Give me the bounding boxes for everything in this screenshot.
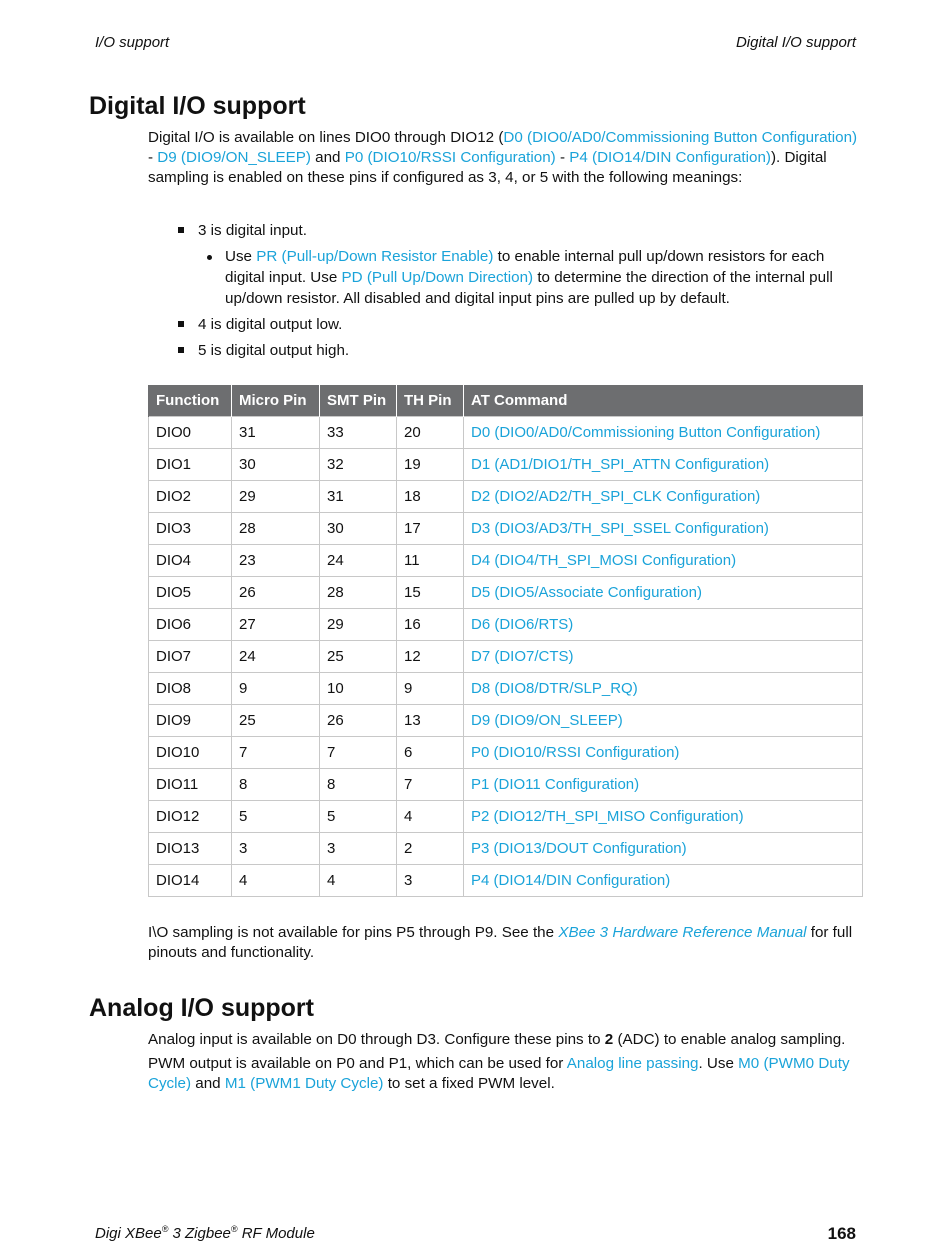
header-chapter: I/O support: [95, 34, 170, 51]
cell-micro-pin: 23: [232, 545, 320, 577]
cell-th-pin: 13: [397, 705, 464, 737]
cell-th-pin: 12: [397, 641, 464, 673]
intro-text: -: [148, 149, 158, 166]
table-row: [149, 641, 863, 673]
link-m1[interactable]: M1 (PWM1 Duty Cycle): [224, 1075, 384, 1092]
table-row: [149, 705, 863, 737]
intro-text: Digital I/O is available on lines DIO0 through DIO12 (: [148, 129, 504, 146]
table-row: [149, 801, 863, 833]
at-command-link[interactable]: D0 (DIO0/AD0/Commissioning Button Configuration): [471, 424, 821, 441]
table-row: [149, 673, 863, 705]
at-command-link[interactable]: D3 (DIO3/AD3/TH_SPI_SSEL Configuration): [471, 520, 769, 537]
cell-smt-pin: 28: [320, 577, 397, 609]
cell-function: DIO0: [149, 417, 232, 449]
cell-function: DIO5: [149, 577, 232, 609]
bullet-dot-icon: [207, 255, 212, 260]
cell-th-pin: 16: [397, 609, 464, 641]
cell-function: DIO4: [149, 545, 232, 577]
at-command-link[interactable]: P0 (DIO10/RSSI Configuration): [471, 744, 680, 761]
cell-smt-pin: 10: [320, 673, 397, 705]
at-command-link[interactable]: D1 (AD1/DIO1/TH_SPI_ATTN Configuration): [471, 456, 770, 473]
cell-micro-pin: 25: [232, 705, 320, 737]
at-command-link[interactable]: D8 (DIO8/DTR/SLP_RQ): [471, 680, 638, 697]
cell-micro-pin: 7: [232, 737, 320, 769]
link-m0[interactable]: M0 (PWM0 Duty Cycle): [148, 1055, 850, 1092]
table-row: [149, 481, 863, 513]
cell-micro-pin: 27: [232, 609, 320, 641]
cell-micro-pin: 8: [232, 769, 320, 801]
cell-at-command: [464, 833, 863, 865]
cell-th-pin: 11: [397, 545, 464, 577]
cell-function: DIO9: [149, 705, 232, 737]
sub-text: to enable internal pull up/down resistors for each digital input. Use: [225, 248, 825, 286]
cell-at-command: [464, 513, 863, 545]
cell-at-command: [464, 641, 863, 673]
digital-io-title: Digital I/O support: [89, 92, 306, 120]
sub-text: Use: [225, 248, 257, 265]
cell-th-pin: 9: [397, 673, 464, 705]
cell-th-pin: 15: [397, 577, 464, 609]
link-p0[interactable]: P0 (DIO10/RSSI Configuration): [344, 149, 556, 166]
cell-function: DIO7: [149, 641, 232, 673]
cell-function: DIO14: [149, 865, 232, 897]
cell-th-pin: 18: [397, 481, 464, 513]
analog-p2: [148, 1054, 860, 1094]
analog-text: Analog input is available on D0 through D3. Configure these pins to: [148, 1031, 605, 1048]
cell-function: DIO8: [149, 673, 232, 705]
cell-smt-pin: 3: [320, 833, 397, 865]
table-body: [149, 417, 863, 897]
cell-function: DIO12: [149, 801, 232, 833]
table-row: [149, 545, 863, 577]
cell-function: DIO10: [149, 737, 232, 769]
cell-smt-pin: 30: [320, 513, 397, 545]
cell-at-command: [464, 609, 863, 641]
col-micro-pin: Micro Pin: [232, 385, 320, 417]
cell-micro-pin: 5: [232, 801, 320, 833]
cell-at-command: [464, 865, 863, 897]
bullet-digital-input: 3 is digital input.: [198, 222, 307, 239]
table-row: [149, 737, 863, 769]
sampling-note: [148, 923, 860, 963]
cell-th-pin: 6: [397, 737, 464, 769]
pwm-text: PWM output is available on P0 and P1, which can be used for: [148, 1055, 567, 1072]
cell-smt-pin: 26: [320, 705, 397, 737]
table-row: [149, 609, 863, 641]
at-command-link[interactable]: D5 (DIO5/Associate Configuration): [471, 584, 702, 601]
cell-micro-pin: 3: [232, 833, 320, 865]
cell-micro-pin: 29: [232, 481, 320, 513]
cell-at-command: [464, 737, 863, 769]
table-header-row: [149, 385, 863, 417]
bullet-output-low: 4 is digital output low.: [198, 316, 343, 333]
link-pr[interactable]: PR (Pull-up/Down Resistor Enable): [256, 248, 494, 265]
cell-at-command: [464, 545, 863, 577]
cell-function: DIO13: [149, 833, 232, 865]
analog-io-title: Analog I/O support: [89, 994, 314, 1022]
cell-smt-pin: 25: [320, 641, 397, 673]
col-at-command: AT Command: [464, 385, 863, 417]
at-command-link[interactable]: P2 (DIO12/TH_SPI_MISO Configuration): [471, 808, 744, 825]
bullet-output-high: 5 is digital output high.: [198, 342, 350, 359]
table-row: [149, 865, 863, 897]
header-section: Digital I/O support: [735, 34, 856, 51]
link-hardware-manual[interactable]: XBee 3 Hardware Reference Manual: [558, 924, 807, 941]
table-row: [149, 769, 863, 801]
cell-smt-pin: 31: [320, 481, 397, 513]
table-row: [149, 577, 863, 609]
cell-th-pin: 4: [397, 801, 464, 833]
cell-function: DIO3: [149, 513, 232, 545]
cell-at-command: [464, 673, 863, 705]
cell-at-command: [464, 769, 863, 801]
cell-at-command: [464, 801, 863, 833]
bullet-square-icon: [178, 347, 184, 353]
at-command-link[interactable]: P3 (DIO13/DOUT Configuration): [471, 840, 687, 857]
cell-micro-pin: 30: [232, 449, 320, 481]
bullet-square-icon: [178, 227, 184, 233]
intro-text: ). Digital sampling is enabled on these pins if configured as 3, 4, or 5 with the following meanings:: [148, 149, 827, 186]
col-th-pin: TH Pin: [397, 385, 464, 417]
running-header: [95, 34, 856, 56]
cell-micro-pin: 26: [232, 577, 320, 609]
cell-th-pin: 3: [397, 865, 464, 897]
pwm-text: . Use: [698, 1055, 739, 1072]
table-row: [149, 833, 863, 865]
at-command-link[interactable]: P4 (DIO14/DIN Configuration): [471, 872, 671, 889]
footer-product: [95, 1224, 315, 1242]
intro-text: and: [310, 149, 345, 166]
cell-at-command: [464, 577, 863, 609]
footer-text: Digi XBee: [95, 1225, 162, 1242]
cell-smt-pin: 29: [320, 609, 397, 641]
cell-at-command: [464, 417, 863, 449]
cell-at-command: [464, 449, 863, 481]
cell-th-pin: 2: [397, 833, 464, 865]
cell-smt-pin: 8: [320, 769, 397, 801]
cell-th-pin: 19: [397, 449, 464, 481]
pwm-text: and: [191, 1075, 225, 1092]
link-d0[interactable]: D0 (DIO0/AD0/Commissioning Button Configuration): [503, 129, 858, 146]
sub-text: to determine the direction of the internal pull up/down resistor. All disabled and digital input pins are pulled up by default.: [225, 269, 833, 307]
cell-smt-pin: 33: [320, 417, 397, 449]
pwm-text: to set a fixed PWM level.: [383, 1075, 555, 1092]
cell-smt-pin: 7: [320, 737, 397, 769]
cell-smt-pin: 32: [320, 449, 397, 481]
cell-micro-pin: 31: [232, 417, 320, 449]
bullet-square-icon: [178, 321, 184, 327]
link-pd[interactable]: PD (Pull Up/Down Direction): [341, 269, 534, 286]
cell-micro-pin: 28: [232, 513, 320, 545]
footer-reg: ®: [161, 1224, 169, 1234]
link-p4[interactable]: P4 (DIO14/DIN Configuration): [569, 149, 771, 166]
footer-text: RF Module: [237, 1225, 315, 1242]
analog-p1: [148, 1030, 860, 1050]
page-footer: [95, 1224, 856, 1248]
at-command-link[interactable]: D7 (DIO7/CTS): [471, 648, 574, 665]
cell-function: DIO1: [149, 449, 232, 481]
cell-th-pin: 17: [397, 513, 464, 545]
col-smt-pin: SMT Pin: [320, 385, 397, 417]
cell-micro-pin: 24: [232, 641, 320, 673]
at-command-link[interactable]: D6 (DIO6/RTS): [471, 616, 574, 633]
cell-function: DIO6: [149, 609, 232, 641]
note-text: I\O sampling is not available for pins P5 through P9. See the: [148, 924, 559, 941]
cell-at-command: [464, 705, 863, 737]
col-function: Function: [149, 385, 232, 417]
cell-function: DIO2: [149, 481, 232, 513]
page-number: 168: [827, 1224, 856, 1243]
cell-th-pin: 20: [397, 417, 464, 449]
cell-at-command: [464, 481, 863, 513]
cell-th-pin: 7: [397, 769, 464, 801]
sub-bullet-pullup: [225, 246, 865, 309]
table-row: [149, 449, 863, 481]
cell-smt-pin: 5: [320, 801, 397, 833]
digital-intro: [148, 128, 860, 188]
table-row: [149, 513, 863, 545]
intro-text: -: [555, 149, 570, 166]
analog-adc-value: 2: [604, 1031, 614, 1048]
cell-smt-pin: 4: [320, 865, 397, 897]
at-command-link[interactable]: D4 (DIO4/TH_SPI_MOSI Configuration): [471, 552, 737, 569]
footer-reg: ®: [230, 1224, 238, 1234]
at-command-link[interactable]: D9 (DIO9/ON_SLEEP): [471, 712, 623, 729]
footer-text: 3 Zigbee: [168, 1225, 231, 1242]
cell-smt-pin: 24: [320, 545, 397, 577]
cell-micro-pin: 4: [232, 865, 320, 897]
cell-function: DIO11: [149, 769, 232, 801]
link-analog-line-passing[interactable]: Analog line passing: [566, 1055, 699, 1072]
table-row: [149, 417, 863, 449]
cell-micro-pin: 9: [232, 673, 320, 705]
digital-pin-table: [148, 385, 863, 897]
link-d9[interactable]: D9 (DIO9/ON_SLEEP): [157, 149, 311, 166]
at-command-link[interactable]: P1 (DIO11 Configuration): [471, 776, 640, 793]
at-command-link[interactable]: D2 (DIO2/AD2/TH_SPI_CLK Configuration): [471, 488, 761, 505]
analog-text: (ADC) to enable analog sampling.: [613, 1031, 846, 1048]
note-text: for full pinouts and functionality.: [148, 924, 853, 961]
